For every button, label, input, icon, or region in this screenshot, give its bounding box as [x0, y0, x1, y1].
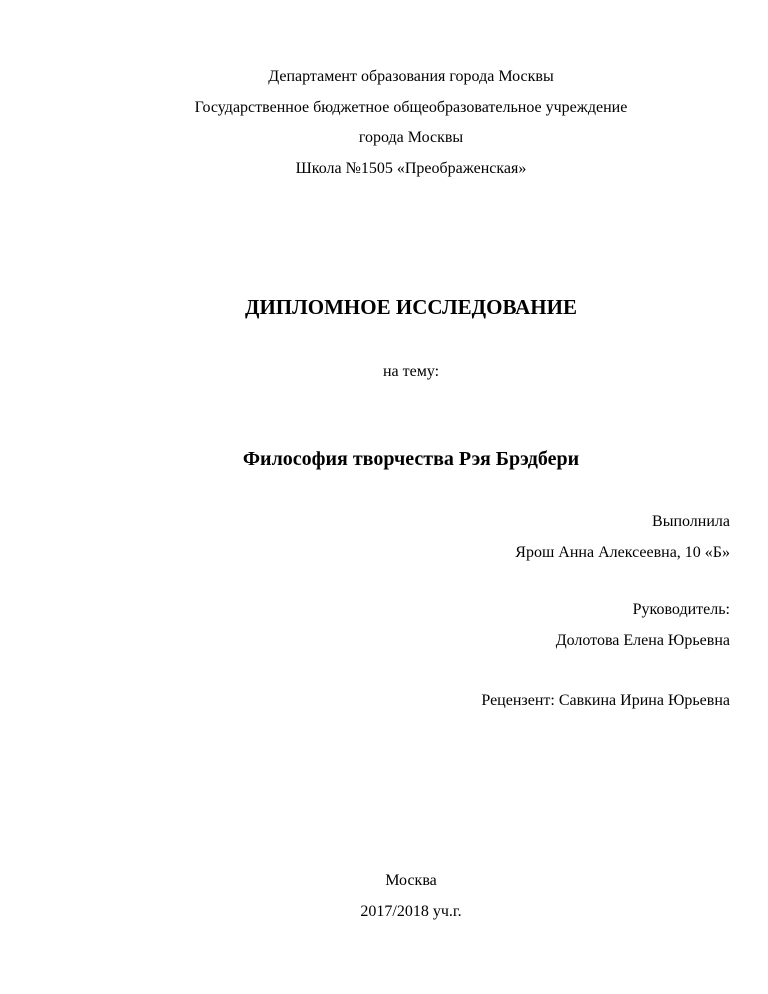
document-topic: Философия творчества Рэя Брэдбери [242, 448, 580, 470]
institution-type: Государственное бюджетное общеобразовательное учреждение [194, 99, 628, 116]
supervisor-name: Долотова Елена Юрьевна [555, 632, 730, 649]
document-title: ДИПЛОМНОЕ ИССЛЕДОВАНИЕ [245, 295, 577, 319]
institution-city: города Москвы [358, 129, 464, 146]
performer-name: Ярош Анна Алексеевна, 10 «Б» [515, 544, 730, 561]
department-name: Департамент образования города Москвы [268, 68, 554, 85]
school-name: Школа №1505 «Преображенская» [295, 160, 527, 177]
performer-label: Выполнила [652, 513, 730, 530]
city: Москва [385, 872, 437, 889]
reviewer: Рецензент: Савкина Ирина Юрьевна [481, 692, 730, 709]
supervisor-label: Руководитель: [632, 601, 730, 618]
document-subtitle: на тему: [382, 363, 440, 380]
academic-year: 2017/2018 уч.г. [360, 903, 462, 920]
